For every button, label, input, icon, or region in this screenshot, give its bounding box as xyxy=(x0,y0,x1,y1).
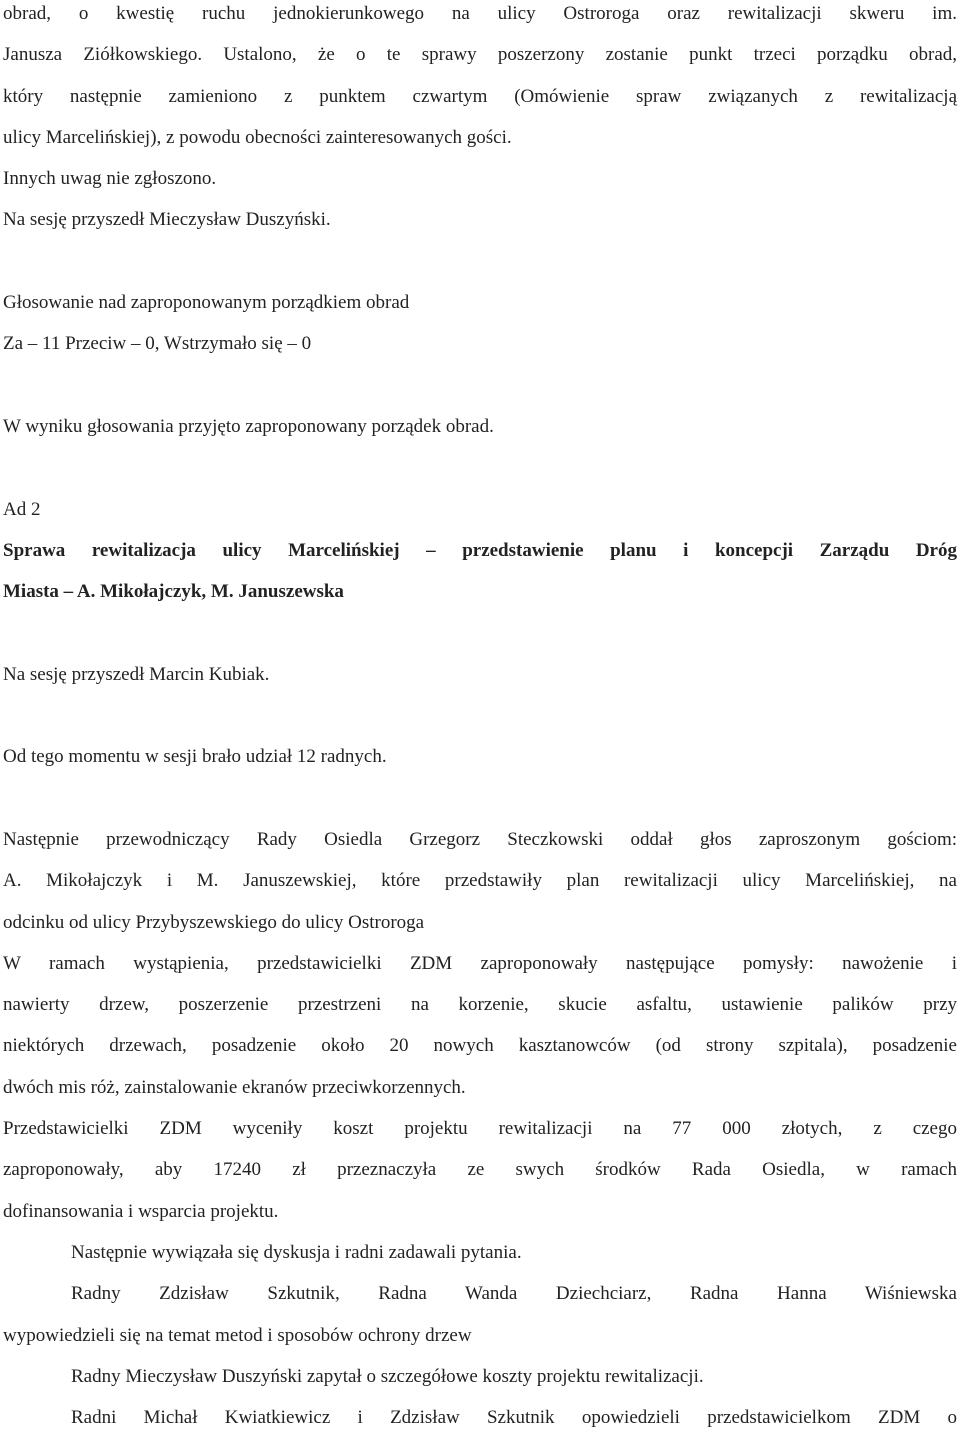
text-line: niektórych drzewach, posadzenie około 20 nowych kasztanowców (od strony szpitala), posadzenie xyxy=(3,1035,957,1057)
vote-heading: Głosowanie nad zaproponowanym porządkiem obrad xyxy=(3,292,410,314)
text-line: dofinansowania i wsparcia projektu. xyxy=(3,1200,279,1222)
text-line: Następnie wywiązała się dyskusja i radni zadawali pytania. xyxy=(71,1241,522,1263)
text-line: A. Mikołajczyk i M. Januszewskiej, które przedstawiły plan rewitalizacji ulicy Marcelińskiej, na xyxy=(3,870,957,892)
spacer xyxy=(3,612,957,653)
text-line: wypowiedzieli się na temat metod i sposobów ochrony drzew xyxy=(3,1324,472,1346)
text-line: Innych uwag nie zgłoszono. xyxy=(3,168,217,190)
text-line: nawierty drzew, poszerzenie przestrzeni na korzenie, skucie asfaltu, ustawienie palików przy xyxy=(3,994,957,1016)
text-line: dwóch mis róż, zainstalowanie ekranów przeciwkorzennych. xyxy=(3,1076,466,1098)
section-title: Miasta – A. Mikołajczyk, M. Januszewska xyxy=(3,581,344,603)
spacer xyxy=(3,778,957,819)
vote-result: Za – 11 Przeciw – 0, Wstrzymało się – 0 xyxy=(3,333,312,355)
text-line: odcinku od ulicy Przybyszewskiego do ulicy Ostroroga xyxy=(3,911,425,933)
text-line: ulicy Marcelińskiej), z powodu obecności zainteresowanych gości. xyxy=(3,126,512,148)
text-line: obrad, o kwestię ruchu jednokierunkowego na ulicy Ostroroga oraz rewitalizacji skweru im. xyxy=(3,3,957,24)
spacer xyxy=(3,695,957,736)
text-line: Na sesję przyszedł Marcin Kubiak. xyxy=(3,663,270,685)
text-line: Radny Mieczysław Duszyński zapytał o szczegółowe koszty projektu rewitalizacji. xyxy=(71,1365,704,1387)
text-line: W wyniku głosowania przyjęto zaproponowany porządek obrad. xyxy=(3,415,494,437)
text-line: zaproponowały, aby 17240 zł przeznaczyła ze swych środków Rada Osiedla, w ramach xyxy=(3,1159,957,1181)
section-number: Ad 2 xyxy=(3,498,41,520)
text-line: Następnie przewodniczący Rady Osiedla Grzegorz Steczkowski oddał głos zaproszonym gościom: xyxy=(3,828,957,850)
text-line: Od tego momentu w sesji brało udział 12 radnych. xyxy=(3,746,387,768)
text-line: Radny Zdzisław Szkutnik, Radna Wanda Dziechciarz, Radna Hanna Wiśniewska xyxy=(71,1283,957,1305)
document-page xyxy=(3,0,957,1438)
spacer xyxy=(3,241,957,282)
text-line: W ramach wystąpienia, przedstawicielki ZDM zaproponowały następujące pomysły: nawożenie i xyxy=(3,952,957,974)
text-line: który następnie zamieniono z punktem czwartym (Omówienie spraw związanych z rewitalizacją xyxy=(3,85,957,107)
text-line: Radni Michał Kwiatkiewicz i Zdzisław Szkutnik opowiedzieli przedstawicielkom ZDM o xyxy=(71,1407,957,1429)
section-title: Sprawa rewitalizacja ulicy Marcelińskiej – przedstawienie planu i koncepcji Zarządu Dróg xyxy=(3,539,957,561)
spacer xyxy=(3,365,957,406)
text-line: Na sesję przyszedł Mieczysław Duszyński. xyxy=(3,209,331,231)
spacer xyxy=(3,447,957,488)
text-line: Janusza Ziółkowskiego. Ustalono, że o te sprawy poszerzony zostanie punkt trzeci porządku obrad, xyxy=(3,44,957,66)
text-line: Przedstawicielki ZDM wyceniły koszt projektu rewitalizacji na 77 000 złotych, z czego xyxy=(3,1118,957,1140)
